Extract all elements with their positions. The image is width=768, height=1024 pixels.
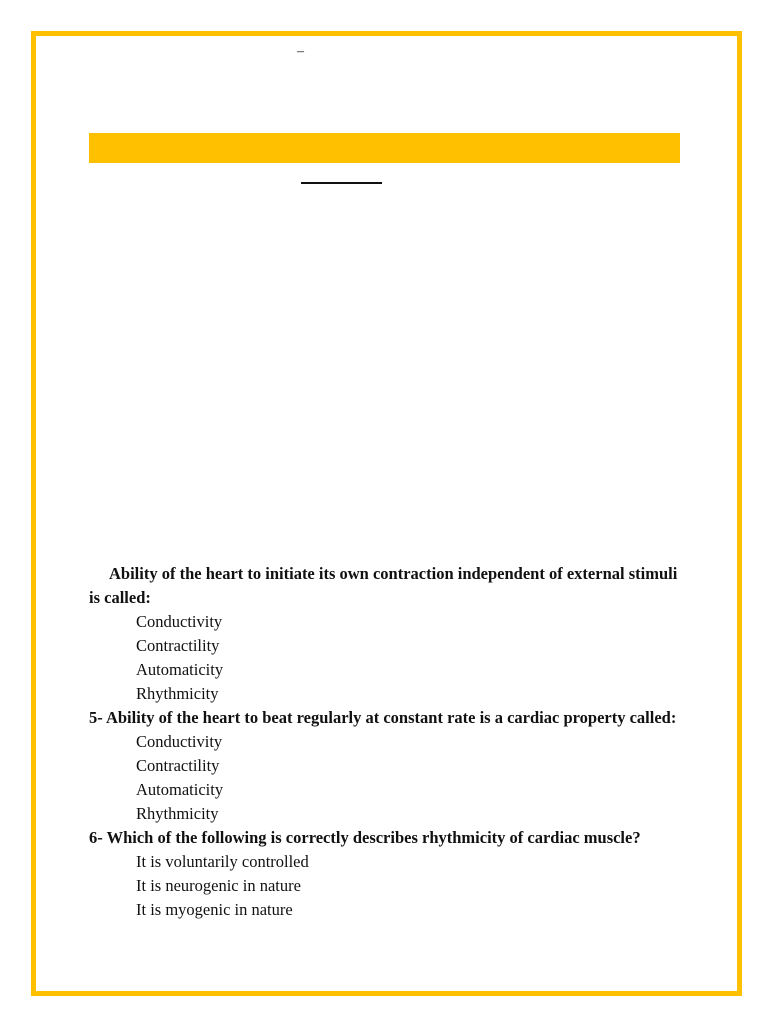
question-block	[89, 826, 689, 922]
question-prompt: Ability of the heart to initiate its own contraction independent of external stimuli is called:	[89, 564, 678, 607]
option-list	[89, 730, 689, 826]
option-item: It is neurogenic in nature	[136, 876, 301, 895]
option-item: Contractility	[136, 636, 220, 655]
option-item: Conductivity	[136, 612, 223, 631]
question-prompt: 6- Which of the following is correctly describes rhythmicity of cardiac muscle?	[89, 828, 641, 847]
option-item: Conductivity	[136, 732, 223, 751]
option-item: Rhythmicity	[136, 804, 219, 823]
option-item: Rhythmicity	[136, 684, 219, 703]
question-prompt: 5- Ability of the heart to beat regularly at constant rate is a cardiac property called:	[89, 708, 677, 727]
option-item: Automaticity	[136, 660, 224, 679]
option-list	[89, 610, 689, 706]
option-item: Contractility	[136, 756, 220, 775]
option-item: Automaticity	[136, 780, 224, 799]
option-item: It is voluntarily controlled	[136, 852, 309, 871]
question-block	[89, 562, 689, 706]
question-list	[89, 562, 689, 922]
title-underline	[301, 182, 382, 184]
header-dash: –	[297, 44, 304, 59]
question-block	[89, 706, 689, 826]
option-item: It is myogenic in nature	[136, 900, 293, 919]
option-list	[89, 850, 689, 922]
title-bar	[89, 133, 680, 163]
